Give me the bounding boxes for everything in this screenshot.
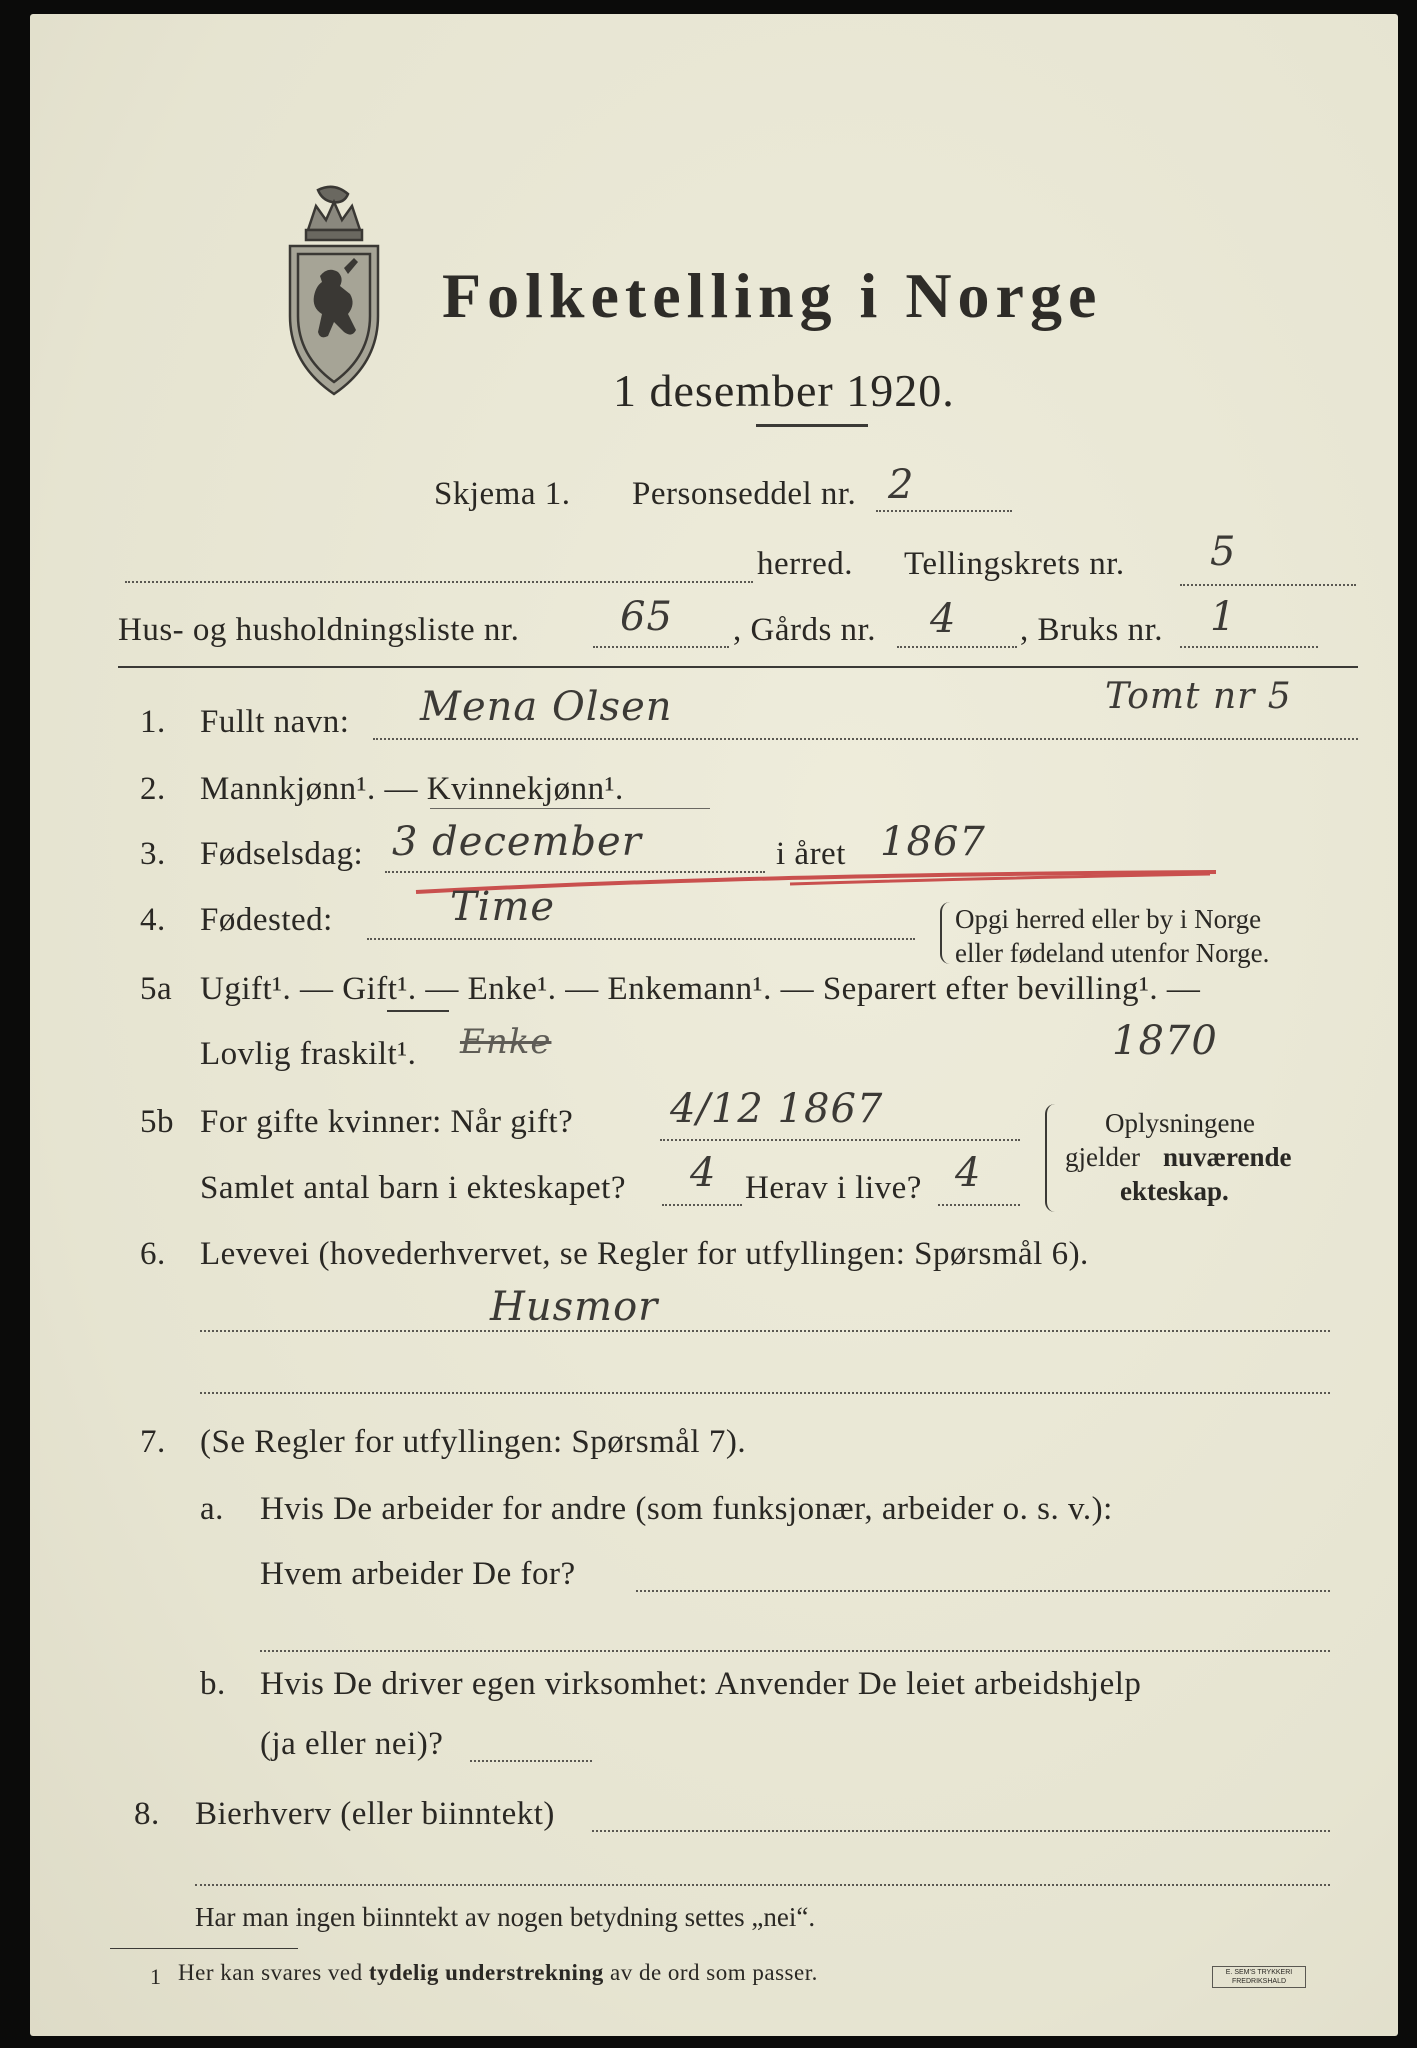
q7b-letter: b. bbox=[200, 1666, 226, 1702]
q5b-alive-label: Herav i live? bbox=[745, 1170, 922, 1206]
q7a-label-2: Hvem arbeider De for? bbox=[260, 1556, 576, 1592]
hus-value: 65 bbox=[620, 594, 673, 640]
q5b-alive-value: 4 bbox=[955, 1150, 982, 1196]
footnote-text-a: Her kan svares ved bbox=[178, 1960, 363, 1985]
herred-line bbox=[125, 581, 753, 583]
q6-line-1 bbox=[200, 1330, 1330, 1332]
q5b-number: 5b bbox=[140, 1104, 174, 1140]
q2-underline bbox=[430, 808, 710, 809]
q1-value: Mena Olsen bbox=[420, 684, 673, 730]
q3-label: Fødselsdag: bbox=[200, 836, 364, 872]
q5b-note-3: ekteskap. bbox=[1120, 1176, 1229, 1206]
printer-mark-line-1: E. SEM'S TRYKKERI bbox=[1225, 1969, 1293, 1976]
q5a-year: 1870 bbox=[1112, 1018, 1218, 1064]
gards-label: , Gårds nr. bbox=[733, 612, 876, 648]
q5b-note-2a: gjelder bbox=[1065, 1142, 1140, 1172]
gards-line bbox=[897, 646, 1017, 648]
q3-number: 3. bbox=[140, 836, 166, 872]
hus-label: Hus- og husholdningsliste nr. bbox=[118, 612, 520, 648]
q6-label: Levevei (hovederhvervet, se Regler for utfyllingen: Spørsmål 6). bbox=[200, 1236, 1089, 1272]
q8-number: 8. bbox=[134, 1796, 160, 1832]
q5b-value: 4/12 1867 bbox=[670, 1086, 884, 1132]
q5b-children-label: Samlet antal barn i ekteskapet? bbox=[200, 1170, 627, 1206]
personseddel-line bbox=[876, 510, 1012, 512]
q8-label: Bierhverv (eller biinntekt) bbox=[195, 1796, 555, 1832]
q5a-label: Ugift¹. — Gift¹. — Enke¹. — Enkemann¹. — Separert efter bevilling¹. — bbox=[200, 971, 1201, 1007]
q7b-label-2: (ja eller nei)? bbox=[260, 1726, 444, 1762]
skjema-label: Skjema 1. bbox=[434, 476, 571, 512]
printer-mark-line-2: FREDRIKSHALD bbox=[1231, 1978, 1287, 1985]
bruks-line bbox=[1180, 646, 1318, 648]
q1-number: 1. bbox=[140, 704, 166, 740]
q5b-brace bbox=[1045, 1104, 1057, 1212]
title-divider bbox=[756, 424, 868, 427]
q4-note-1: Opgi herred eller by i Norge bbox=[955, 904, 1262, 934]
q5a-label-2: Lovlig fraskilt¹. bbox=[200, 1036, 417, 1072]
q4-label: Fødested: bbox=[200, 902, 333, 938]
q2-number: 2. bbox=[140, 771, 166, 807]
q3-year-label: i året bbox=[776, 836, 846, 872]
bruks-value: 1 bbox=[1210, 594, 1237, 640]
q5b-alive-line bbox=[938, 1204, 1020, 1206]
q2-label: Mannkjønn¹. — Kvinnekjønn¹. bbox=[200, 771, 624, 807]
printer-mark bbox=[1212, 1966, 1306, 1988]
q5a-number: 5a bbox=[140, 971, 173, 1007]
q4-brace bbox=[940, 902, 952, 964]
q7-label: (Se Regler for utfyllingen: Spørsmål 7). bbox=[200, 1424, 747, 1460]
q4-note-2: eller fødeland utenfor Norge. bbox=[955, 938, 1270, 968]
footnote-mark: 1 bbox=[150, 1964, 161, 1989]
q6-value: Husmor bbox=[490, 1284, 659, 1330]
gards-value: 4 bbox=[930, 596, 957, 642]
q5b-line bbox=[660, 1139, 1020, 1141]
q8-line-1 bbox=[592, 1830, 1330, 1832]
q8-line-2 bbox=[195, 1884, 1330, 1886]
footnote-text-c: av de ord som passer. bbox=[609, 1960, 818, 1985]
q7a-letter: a. bbox=[200, 1491, 224, 1527]
q5a-struck: Enke bbox=[460, 1022, 552, 1062]
q7b-line bbox=[470, 1760, 592, 1762]
q4-value: Time bbox=[450, 884, 556, 930]
q7a-label: Hvis De arbeider for andre (som funksjonær, arbeider o. s. v.): bbox=[260, 1491, 1113, 1527]
q5b-children-value: 4 bbox=[690, 1150, 717, 1196]
bruks-label: , Bruks nr. bbox=[1020, 612, 1164, 648]
tellingskrets-line bbox=[1180, 584, 1356, 586]
tellingskrets-value: 5 bbox=[1210, 529, 1237, 575]
q5a-underline bbox=[387, 1010, 449, 1012]
q1-label: Fullt navn: bbox=[200, 704, 350, 740]
census-date: 1 desember 1920. bbox=[613, 365, 955, 416]
q4-number: 4. bbox=[140, 902, 166, 938]
q5b-children-line bbox=[662, 1204, 742, 1206]
q4-line bbox=[367, 938, 915, 940]
form-title: Folketelling i Norge bbox=[442, 260, 1103, 331]
q7a-line-1 bbox=[636, 1590, 1330, 1592]
q5b-label: For gifte kvinner: Når gift? bbox=[200, 1104, 574, 1140]
q1-note: Tomt nr 5 bbox=[1105, 676, 1292, 717]
herred-label: herred. bbox=[757, 546, 854, 582]
q6-number: 6. bbox=[140, 1236, 166, 1272]
q7b-label: Hvis De driver egen virksomhet: Anvender De leiet arbeidshjelp bbox=[260, 1666, 1142, 1702]
footnote-rule bbox=[110, 1948, 298, 1949]
header-divider bbox=[118, 666, 1358, 668]
q7a-line-2 bbox=[260, 1650, 1330, 1652]
q1-line bbox=[373, 738, 1358, 740]
personseddel-value: 2 bbox=[888, 462, 915, 508]
q6-line-2 bbox=[200, 1392, 1330, 1394]
hus-line bbox=[593, 646, 729, 648]
q5b-note-1: Oplysningene bbox=[1105, 1108, 1255, 1138]
q3-value: 3 december bbox=[392, 819, 642, 865]
footnote-text-b: tydelig understrekning bbox=[368, 1960, 604, 1985]
personseddel-label: Personseddel nr. bbox=[632, 476, 857, 512]
q8-note: Har man ingen biinntekt av nogen betydning settes „nei“. bbox=[195, 1902, 816, 1932]
coat-of-arms-icon bbox=[278, 184, 390, 404]
q7-number: 7. bbox=[140, 1424, 166, 1460]
census-form-sheet bbox=[30, 14, 1398, 2036]
q5b-note-2b: nuværende bbox=[1163, 1142, 1292, 1172]
q3-year-value: 1867 bbox=[880, 819, 986, 865]
tellingskrets-label: Tellingskrets nr. bbox=[904, 546, 1125, 582]
